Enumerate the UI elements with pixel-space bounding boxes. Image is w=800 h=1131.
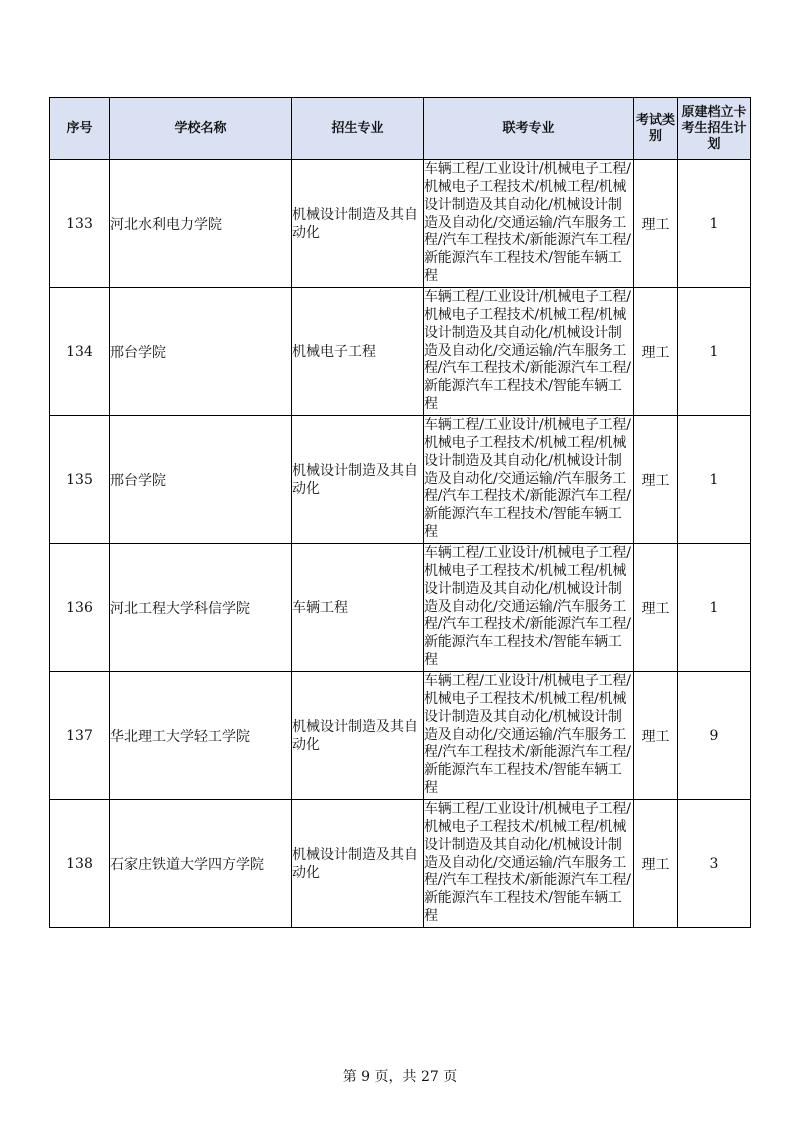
cell-plan: 1 [678, 544, 751, 672]
cell-exam-type: 理工 [634, 800, 678, 928]
header-joint-major: 联考专业 [424, 98, 634, 160]
table-row [50, 800, 751, 928]
cell-exam-type: 理工 [634, 288, 678, 416]
table-row [50, 672, 751, 800]
cell-joint-major: 车辆工程/工业设计/机械电子工程/机械电子工程技术/机械工程/机械设计制造及其自动化/机械设计制造及自动化/交通运输/汽车服务工程/汽车工程技术/新能源汽车工程/新能源汽车工程技术/智能车辆工程 [424, 800, 634, 928]
header-school: 学校名称 [110, 98, 292, 160]
cell-exam-type: 理工 [634, 672, 678, 800]
header-no: 序号 [50, 98, 110, 160]
cell-major: 机械电子工程 [292, 288, 424, 416]
cell-school: 河北水利电力学院 [110, 160, 292, 288]
cell-major: 机械设计制造及其自动化 [292, 416, 424, 544]
cell-plan: 1 [678, 288, 751, 416]
cell-school: 石家庄铁道大学四方学院 [110, 800, 292, 928]
table-row [50, 416, 751, 544]
page-number: 第 9 页，共 27 页 [342, 1069, 458, 1085]
cell-joint-major: 车辆工程/工业设计/机械电子工程/机械电子工程技术/机械工程/机械设计制造及其自动化/机械设计制造及自动化/交通运输/汽车服务工程/汽车工程技术/新能源汽车工程/新能源汽车工程技术/智能车辆工程 [424, 416, 634, 544]
table-row [50, 288, 751, 416]
cell-exam-type: 理工 [634, 416, 678, 544]
cell-school: 河北工程大学科信学院 [110, 544, 292, 672]
header-major: 招生专业 [292, 98, 424, 160]
cell-plan: 9 [678, 672, 751, 800]
cell-major: 车辆工程 [292, 544, 424, 672]
cell-no: 136 [50, 544, 110, 672]
table-row [50, 160, 751, 288]
cell-joint-major: 车辆工程/工业设计/机械电子工程/机械电子工程技术/机械工程/机械设计制造及其自动化/机械设计制造及自动化/交通运输/汽车服务工程/汽车工程技术/新能源汽车工程/新能源汽车工程技术/智能车辆工程 [424, 160, 634, 288]
header-plan: 原建档立卡考生招生计划 [678, 98, 751, 160]
cell-school: 邢台学院 [110, 416, 292, 544]
cell-exam-type: 理工 [634, 160, 678, 288]
cell-joint-major: 车辆工程/工业设计/机械电子工程/机械电子工程技术/机械工程/机械设计制造及其自动化/机械设计制造及自动化/交通运输/汽车服务工程/汽车工程技术/新能源汽车工程/新能源汽车工程技术/智能车辆工程 [424, 288, 634, 416]
cell-exam-type: 理工 [634, 544, 678, 672]
table-row [50, 544, 751, 672]
cell-major: 机械设计制造及其自动化 [292, 800, 424, 928]
cell-no: 135 [50, 416, 110, 544]
cell-plan: 1 [678, 416, 751, 544]
cell-school: 华北理工大学轻工学院 [110, 672, 292, 800]
header-exam-type: 考试类别 [634, 98, 678, 160]
admission-plan-table [49, 97, 751, 928]
cell-plan: 3 [678, 800, 751, 928]
cell-no: 133 [50, 160, 110, 288]
table-header-row [50, 98, 751, 160]
cell-joint-major: 车辆工程/工业设计/机械电子工程/机械电子工程技术/机械工程/机械设计制造及其自动化/机械设计制造及自动化/交通运输/汽车服务工程/汽车工程技术/新能源汽车工程/新能源汽车工程技术/智能车辆工程 [424, 544, 634, 672]
cell-major: 机械设计制造及其自动化 [292, 160, 424, 288]
cell-major: 机械设计制造及其自动化 [292, 672, 424, 800]
cell-no: 137 [50, 672, 110, 800]
cell-joint-major: 车辆工程/工业设计/机械电子工程/机械电子工程技术/机械工程/机械设计制造及其自动化/机械设计制造及自动化/交通运输/汽车服务工程/汽车工程技术/新能源汽车工程/新能源汽车工程技术/智能车辆工程 [424, 672, 634, 800]
cell-school: 邢台学院 [110, 288, 292, 416]
cell-no: 134 [50, 288, 110, 416]
cell-no: 138 [50, 800, 110, 928]
cell-plan: 1 [678, 160, 751, 288]
